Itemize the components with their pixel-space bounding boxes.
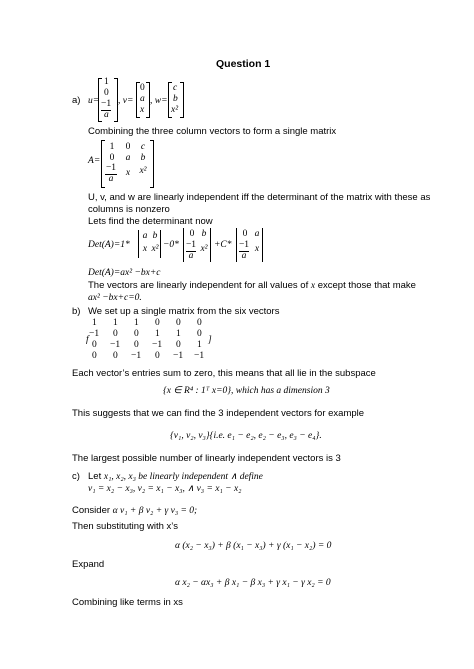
u-entry-1: 1 [104,77,109,87]
det-m2-r1c2: b [201,229,207,239]
det-m2-denominator: a [188,251,194,261]
matrix-cell: 1 [176,329,181,339]
det-expansion-label: Det(A)=1* [88,240,130,250]
w-label: , w= [150,96,168,106]
det-m3-denominator: a [241,251,247,261]
det-m3-bar-left [236,228,237,262]
matrix-cell: 1 [134,318,139,328]
part-a-label: a) [72,95,81,106]
A-r1c2: 0 [125,142,131,152]
f-closing: ] [208,335,212,345]
det-m2-bar-right [210,228,211,262]
example-set: {v₁, v₂, v₃}{i.e. e₁ − e₂, e₂ − e₃, e₃ − e₄}. [170,431,322,441]
A-r3c1: −1 [105,163,117,173]
part-b-setup-text: We set up a single matrix from the six vectors [88,306,280,317]
matrix-cell: 0 [134,340,139,350]
combining-text: Combining like terms in xs [72,597,183,608]
definitions: v₁ = x₂ − x₃, v₂ = x₁ − x₃, ∧ v₃ = x₁ − x₂ [88,484,242,494]
det-m2-r2c1: −1 [185,240,197,250]
w-entry-1: c [173,83,178,93]
substituting-text: Then substituting with x’s [72,521,178,532]
matrix-cell: −1 [89,329,100,339]
matrix-cell: 0 [155,318,160,328]
det-m3-r1c2: a [254,229,260,239]
matrix-cell: 0 [197,329,202,339]
subspace-set: {x ∈ R⁴ : 1ᵀ x=0}, which has a dimension 3 [163,386,330,396]
v-entry-3: x [140,105,145,115]
det-m2-r1c1: 0 [189,229,195,239]
matrix-cell: 1 [197,340,202,350]
v-entry-1: 0 [140,83,145,93]
A-r2c3: b [140,153,146,163]
det-mid: −0* [163,240,179,250]
matrix-cell: 0 [176,318,181,328]
part-c-label: c) [72,471,80,482]
w-entry-2: b [173,94,178,104]
A-r3c2: x [125,168,131,178]
w-entry-3: x² [171,105,179,115]
part-b-label: b) [72,306,81,317]
matrix-cell: −1 [152,340,163,350]
A-r2c2: a [125,153,131,163]
A-r1c1: 1 [109,142,115,152]
det-m1-r1c1: a [142,231,148,241]
expanded-equation: α x₂ − αx₃ + β x₁ − β x₃ + γ x₁ − γ x₂ = 0 [175,578,331,588]
u-entry-4: a [104,110,109,120]
v-label: , v= [118,96,134,106]
conclusion-equation: ax² −bx+c=0. [88,293,142,303]
A-r2c1: 0 [109,153,115,163]
consider-line: Consider α v₁ + β v₂ + γ v₃ = 0; [72,505,198,516]
f-label: f [86,335,89,345]
det-m1-r2c1: x [142,244,148,254]
det-result: Det(A)=ax² −bx+c [88,268,161,278]
expand-text: Expand [72,559,105,570]
matrix-cell: 0 [197,318,202,328]
A-r3c3: x² [139,166,147,176]
det-m2-bar-left [183,228,184,262]
matrix-cell: 0 [92,340,97,350]
matrix-cell: 1 [92,318,97,328]
matrix-cell: 0 [155,351,160,361]
largest-text: The largest possible number of linearly independent vectors is 3 [72,453,341,464]
let-line: Let x₁, x₂, x₃ be linearly independent ∧ define [88,471,263,482]
matrix-A-bracket-right [150,140,154,188]
matrix-cell: −1 [173,351,184,361]
det-m1-r1c2: b [152,231,158,241]
suggests-text: This suggests that we can find the 3 independent vectors for example [72,408,365,419]
matrix-cell: −1 [194,351,205,361]
u-label: u= [88,96,100,106]
w-bracket-right [180,82,184,118]
matrix-cell: 1 [155,329,160,339]
matrix-cell: −1 [110,340,121,350]
det-plus-c: +C* [214,240,232,250]
combine-text: Combining the three column vectors to form a single matrix [88,126,337,137]
u-entry-2: 0 [104,88,109,98]
A-r1c3: c [140,142,146,152]
matrix-cell: 0 [113,351,118,361]
A-r3c1-denominator: a [108,174,114,184]
substituted-equation: α (x₂ − x₃) + β (x₁ − x₃) + γ (x₁ − x₂) = 0 [175,541,332,551]
conclusion-line-1: The vectors are linearly independent for all values of x except those that make [88,280,416,291]
matrix-cell: −1 [131,351,142,361]
matrix-cell: 0 [92,351,97,361]
matrix-cell: 0 [134,329,139,339]
subspace-text: Each vector’s entries sum to zero, this means that all lie in the subspace [72,368,376,379]
matrix-cell: 0 [113,329,118,339]
v-entry-2: a [140,94,145,104]
det-m3-r1c1: 0 [242,229,248,239]
matrix-A-label: A= [88,156,101,166]
det-m3-r2c2: x [254,244,260,254]
det-m3-r2c1: −1 [238,240,250,250]
page-title: Question 1 [216,58,271,70]
matrix-cell: 1 [113,318,118,328]
u-entry-3: −1 [101,99,112,109]
find-det-text: Lets find the determinant now [88,216,213,227]
det-m1-r2c2: x² [151,244,159,254]
independence-text-1: U, v, and w are linearly independent iff the determinant of the matrix with these as [88,192,431,203]
det-m2-r2c2: x² [200,244,208,254]
matrix-cell: 0 [176,340,181,350]
independence-text-2: columns is nonzero [88,204,170,215]
